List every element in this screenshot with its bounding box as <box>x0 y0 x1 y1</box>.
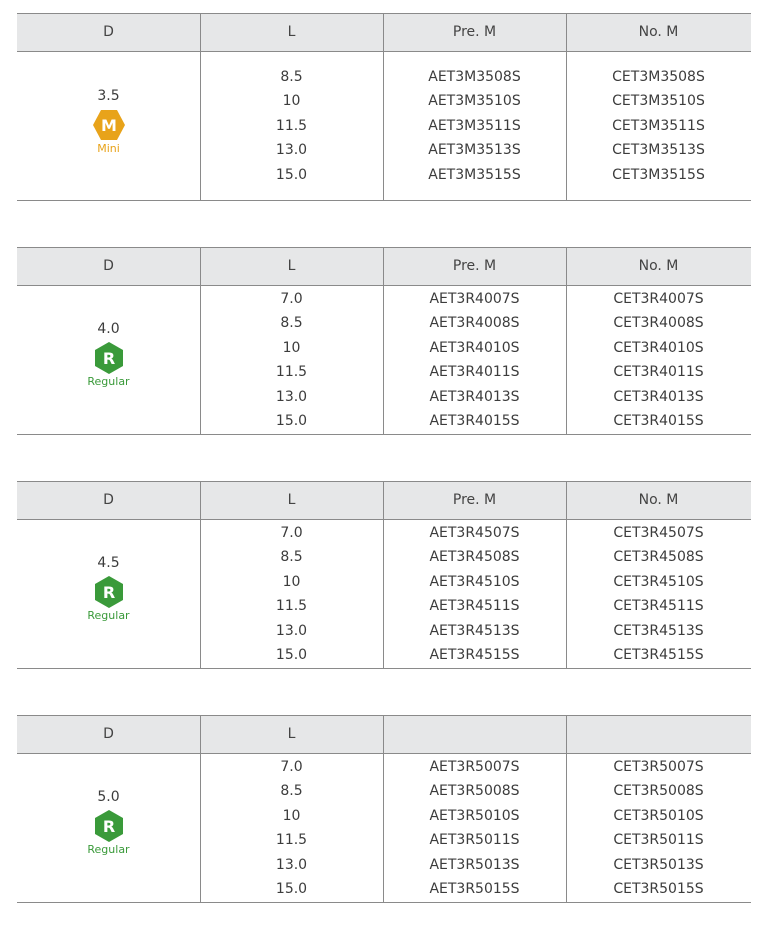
pre-m-code: AET3M3515S <box>428 166 521 183</box>
pre-m-code: AET3R4015S <box>429 412 520 429</box>
diameter-cell <box>17 754 200 902</box>
no-m-code: CET3R4507S <box>613 525 704 541</box>
length-value: 15.0 <box>275 412 308 429</box>
length-value: 8.5 <box>280 315 303 332</box>
regular-hexagon-icon <box>92 809 126 843</box>
column-lengths <box>200 521 383 667</box>
no-m-code: CET3R5008S <box>613 783 704 800</box>
no-m-code: CET3R4508S <box>613 549 704 566</box>
pre-m-code: AET3R5013S <box>429 856 520 873</box>
badge-label: Regular <box>87 375 130 388</box>
pre-m-code: AET3M3513S <box>428 142 521 159</box>
header-pre: Pre. M <box>452 258 497 274</box>
column-no <box>566 65 751 187</box>
no-m-code: CET3R4015S <box>613 412 704 429</box>
column-pre <box>383 755 566 901</box>
pre-m-code: AET3M3510S <box>428 93 521 110</box>
table-header <box>17 715 751 754</box>
no-m-code: CET3M3511S <box>612 117 705 134</box>
no-m-code: CET3R4510S <box>613 573 704 590</box>
header-d: D <box>103 258 114 274</box>
column-divider <box>200 248 201 285</box>
pre-m-code: AET3R4507S <box>429 525 520 541</box>
length-value: 11.5 <box>275 598 308 615</box>
column-lengths <box>200 287 383 433</box>
column-divider <box>200 14 201 51</box>
spec-table <box>17 715 751 903</box>
table-body <box>17 520 751 669</box>
no-m-code: CET3M3510S <box>612 93 705 110</box>
badge-label: Regular <box>87 609 130 622</box>
mini-hexagon-icon <box>92 108 126 142</box>
length-value: 11.5 <box>275 364 308 381</box>
pre-m-code: AET3R5015S <box>429 880 520 897</box>
length-value: 13.0 <box>275 142 308 159</box>
table-body <box>17 52 751 201</box>
column-divider <box>566 482 567 519</box>
spec-table <box>17 481 751 669</box>
column-pre <box>383 521 566 667</box>
no-m-code: CET3R5007S <box>613 759 704 775</box>
regular-hexagon-icon <box>92 575 126 609</box>
diameter-cell <box>17 52 200 200</box>
length-value: 8.5 <box>280 69 303 85</box>
length-value: 10 <box>282 93 301 110</box>
pre-m-code: AET3R4515S <box>429 646 520 663</box>
length-value: 8.5 <box>280 549 303 566</box>
diameter-cell <box>17 286 200 434</box>
pre-m-code: AET3R4013S <box>429 388 520 405</box>
column-pre <box>383 287 566 433</box>
no-m-code: CET3R5010S <box>613 807 704 824</box>
diameter-value: 5.0 <box>97 789 120 805</box>
header-no: No. M <box>638 24 679 40</box>
header-pre <box>383 716 566 753</box>
pre-m-code: AET3R4511S <box>429 598 520 615</box>
table-header <box>17 481 751 520</box>
pre-m-code: AET3R5010S <box>429 807 520 824</box>
table-header <box>17 247 751 286</box>
length-value: 15.0 <box>275 646 308 663</box>
pre-m-code: AET3R4008S <box>429 315 520 332</box>
badge-label: Regular <box>87 843 130 856</box>
no-m-code: CET3R4513S <box>613 622 704 639</box>
pre-m-code: AET3R5007S <box>429 759 520 775</box>
spec-table <box>17 13 751 201</box>
length-value: 11.5 <box>275 832 308 849</box>
length-value: 11.5 <box>275 117 308 134</box>
badge-letter: M <box>100 116 117 135</box>
diameter-value: 3.5 <box>97 88 120 104</box>
header-d: D <box>103 24 114 40</box>
length-value: 10 <box>282 807 301 824</box>
header-no: No. M <box>638 492 679 508</box>
badge-letter: R <box>102 349 115 368</box>
header-l: L <box>287 726 296 742</box>
header-l: L <box>287 492 296 508</box>
length-value: 7.0 <box>280 759 303 775</box>
no-m-code: CET3R4511S <box>613 598 704 615</box>
length-value: 10 <box>282 339 301 356</box>
pre-m-code: AET3R5008S <box>429 783 520 800</box>
no-m-code: CET3M3508S <box>612 69 705 85</box>
pre-m-code: AET3M3511S <box>428 117 521 134</box>
length-value: 13.0 <box>275 622 308 639</box>
length-value: 15.0 <box>275 880 308 897</box>
column-divider <box>383 482 384 519</box>
badge-letter: R <box>102 583 115 602</box>
table-body <box>17 286 751 435</box>
header-l: L <box>287 258 296 274</box>
table-body <box>17 754 751 903</box>
no-m-code: CET3R4008S <box>613 315 704 332</box>
diameter-value: 4.0 <box>97 321 120 337</box>
no-m-code: CET3R4010S <box>613 339 704 356</box>
column-no <box>566 755 751 901</box>
no-m-code: CET3R4007S <box>613 291 704 307</box>
pre-m-code: AET3R4508S <box>429 549 520 566</box>
length-value: 13.0 <box>275 856 308 873</box>
column-no <box>566 521 751 667</box>
header-no: No. M <box>638 258 679 274</box>
column-lengths <box>200 65 383 187</box>
badge-label: Mini <box>97 142 120 155</box>
column-divider <box>566 248 567 285</box>
header-no <box>566 716 751 753</box>
no-m-code: CET3R4515S <box>613 646 704 663</box>
diameter-cell <box>17 520 200 668</box>
no-m-code: CET3M3515S <box>612 166 705 183</box>
header-pre: Pre. M <box>452 492 497 508</box>
no-m-code: CET3R4013S <box>613 388 704 405</box>
header-l: L <box>287 24 296 40</box>
length-value: 8.5 <box>280 783 303 800</box>
column-divider <box>200 482 201 519</box>
length-value: 15.0 <box>275 166 308 183</box>
column-lengths <box>200 755 383 901</box>
length-value: 13.0 <box>275 388 308 405</box>
pre-m-code: AET3R4513S <box>429 622 520 639</box>
length-value: 7.0 <box>280 525 303 541</box>
no-m-code: CET3R5013S <box>613 856 704 873</box>
pre-m-code: AET3M3508S <box>428 69 521 85</box>
column-no <box>566 287 751 433</box>
badge-letter: R <box>102 817 115 836</box>
no-m-code: CET3R5015S <box>613 880 704 897</box>
table-header <box>17 13 751 52</box>
length-value: 7.0 <box>280 291 303 307</box>
column-divider <box>200 716 201 753</box>
pre-m-code: AET3R4010S <box>429 339 520 356</box>
no-m-code: CET3M3513S <box>612 142 705 159</box>
pre-m-code: AET3R5011S <box>429 832 520 849</box>
column-divider <box>383 716 384 753</box>
column-pre <box>383 65 566 187</box>
header-d: D <box>103 492 114 508</box>
column-divider <box>383 14 384 51</box>
header-pre: Pre. M <box>452 24 497 40</box>
no-m-code: CET3R4011S <box>613 364 704 381</box>
column-divider <box>566 716 567 753</box>
pre-m-code: AET3R4011S <box>429 364 520 381</box>
no-m-code: CET3R5011S <box>613 832 704 849</box>
pre-m-code: AET3R4007S <box>429 291 520 307</box>
length-value: 10 <box>282 573 301 590</box>
spec-table <box>17 247 751 435</box>
header-d: D <box>103 726 114 742</box>
pre-m-code: AET3R4510S <box>429 573 520 590</box>
column-divider <box>566 14 567 51</box>
regular-hexagon-icon <box>92 341 126 375</box>
column-divider <box>383 248 384 285</box>
diameter-value: 4.5 <box>97 555 120 571</box>
